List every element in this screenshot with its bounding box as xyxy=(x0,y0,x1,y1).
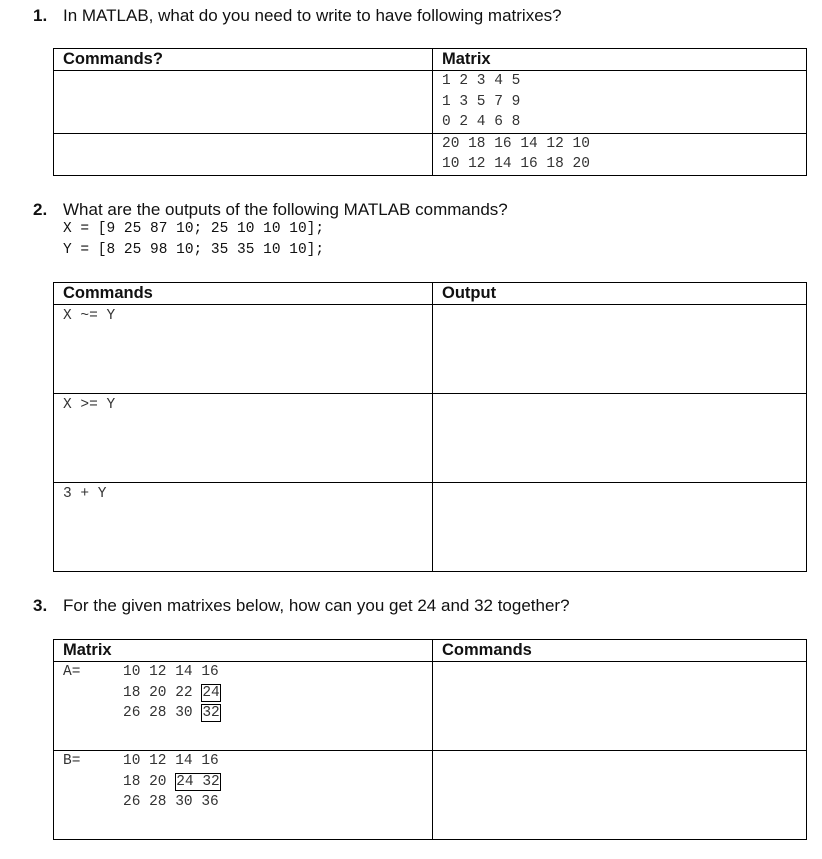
matrix-row: 10 12 14 16 xyxy=(123,753,219,769)
question-1-number: 1. xyxy=(33,6,48,25)
q1-header-matrix: Matrix xyxy=(433,49,807,71)
q3-table xyxy=(53,639,807,840)
q3-matrix-a xyxy=(54,662,433,751)
q3-header-matrix: Matrix xyxy=(54,640,433,662)
question-2-text: What are the outputs of the following MATLAB commands? xyxy=(63,200,508,219)
q1-answer-cell-2[interactable] xyxy=(54,133,433,175)
q2-command-1: X ~= Y xyxy=(54,305,433,394)
q2-code-block xyxy=(63,219,324,260)
highlight-box: 24 xyxy=(202,684,220,701)
matrix-a-label: A= xyxy=(63,664,81,680)
matrix-row: 18 20 24 32 xyxy=(123,773,220,790)
q2-output-cell-2[interactable] xyxy=(433,394,807,483)
highlight-box: 32 xyxy=(202,705,220,721)
q3-commands-cell-b[interactable] xyxy=(433,751,807,840)
code-line-x: X = [9 25 87 10; 25 10 10 10]; xyxy=(63,221,325,237)
question-3-number: 3. xyxy=(33,596,48,615)
q2-output-cell-3[interactable] xyxy=(433,483,807,572)
matrix-row: 10 12 14 16 18 20 xyxy=(442,156,590,172)
matrix-row: 18 20 22 24 xyxy=(123,684,220,701)
q3-commands-cell-a[interactable] xyxy=(433,662,807,751)
question-3-text: For the given matrixes below, how can you get 24 and 32 together? xyxy=(63,596,570,615)
q3-matrix-b xyxy=(54,751,433,840)
q1-table xyxy=(53,48,807,176)
highlight-box: 24 32 xyxy=(176,773,220,790)
code-line-y: Y = [8 25 98 10; 35 35 10 10]; xyxy=(63,241,325,258)
matrix-row: 26 28 30 32 xyxy=(123,705,220,721)
matrix-row: 0 2 4 6 8 xyxy=(442,114,521,130)
q2-output-cell-1[interactable] xyxy=(433,305,807,394)
q1-header-commands: Commands? xyxy=(54,49,433,71)
matrix-row: 26 28 30 36 xyxy=(123,794,219,810)
q2-table xyxy=(53,282,807,572)
q1-answer-cell-1[interactable] xyxy=(54,71,433,134)
matrix-row: 1 3 5 7 9 xyxy=(442,93,521,110)
matrix-row: 1 2 3 4 5 xyxy=(442,73,521,89)
q2-header-output: Output xyxy=(433,283,807,305)
question-1-text: In MATLAB, what do you need to write to have following matrixes? xyxy=(63,6,562,25)
q3-header-commands: Commands xyxy=(433,640,807,662)
q2-command-3: 3 + Y xyxy=(54,483,433,572)
q1-matrix-1 xyxy=(433,71,807,134)
matrix-row: 20 18 16 14 12 10 xyxy=(442,135,590,152)
q2-header-commands: Commands xyxy=(54,283,433,305)
q2-command-2: X >= Y xyxy=(54,394,433,483)
matrix-b-label: B= xyxy=(63,753,81,769)
q1-matrix-2 xyxy=(433,133,807,175)
matrix-row: 10 12 14 16 xyxy=(123,664,219,680)
question-2-number: 2. xyxy=(33,200,48,219)
